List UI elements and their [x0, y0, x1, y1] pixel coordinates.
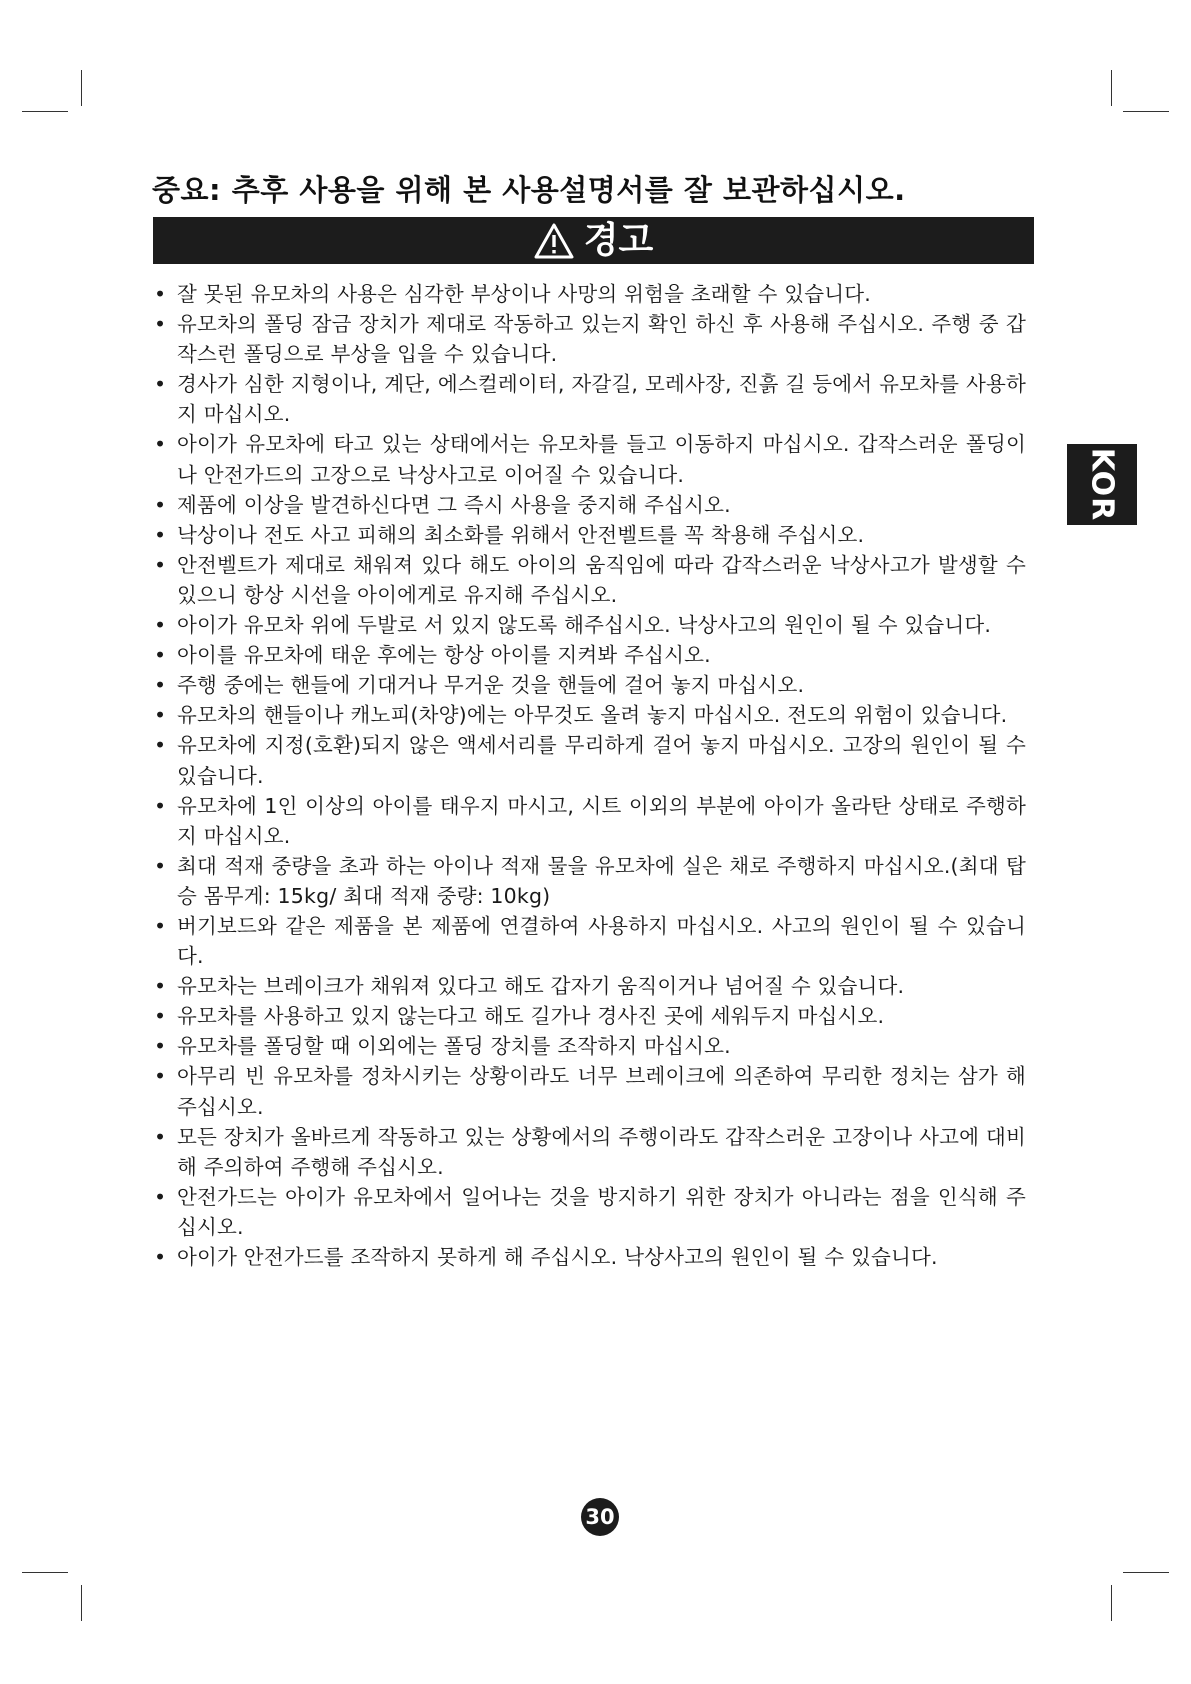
language-tab — [1067, 444, 1137, 525]
crop-mark — [81, 70, 82, 106]
list-item: • 안전벨트가 제대로 채워져 있다 해도 아이의 움직임에 따라 갑작스러운 낙상사고가 발생할 수 있으니 항상 시선을 아이에게로 유지해 주십시오. — [152, 550, 1026, 610]
crop-mark — [1111, 1585, 1112, 1621]
language-tab-label: KOR — [1084, 447, 1120, 522]
crop-mark — [1111, 70, 1112, 106]
warning-banner — [153, 217, 1034, 264]
crop-mark — [81, 1585, 82, 1621]
crop-mark — [1123, 111, 1169, 112]
list-item: • 아이가 유모차에 타고 있는 상태에서는 유모차를 들고 이동하지 마십시오. 갑작스러운 폴딩이나 안전가드의 고장으로 낙상사고로 이어질 수 있습니다. — [152, 429, 1026, 489]
warning-triangle-icon — [534, 223, 574, 259]
list-item: • 잘 못된 유모차의 사용은 심각한 부상이나 사망의 위험을 초래할 수 있습니다. — [152, 279, 1026, 309]
list-item: • 유모차에 1인 이상의 아이를 태우지 마시고, 시트 이외의 부분에 아이가 올라탄 상태로 주행하지 마십시오. — [152, 791, 1026, 851]
list-item: • 버기보드와 같은 제품을 본 제품에 연결하여 사용하지 마십시오. 사고의 원인이 될 수 있습니다. — [152, 911, 1026, 971]
list-item: • 아이가 안전가드를 조작하지 못하게 해 주십시오. 낙상사고의 원인이 될 수 있습니다. — [152, 1242, 1026, 1272]
list-item: • 유모차의 폴딩 잠금 장치가 제대로 작동하고 있는지 확인 하신 후 사용해 주십시오. 주행 중 갑작스런 폴딩으로 부상을 입을 수 있습니다. — [152, 309, 1026, 369]
list-item: • 낙상이나 전도 사고 피해의 최소화를 위해서 안전벨트를 꼭 착용해 주십시오. — [152, 520, 1026, 550]
list-item: • 주행 중에는 핸들에 기대거나 무거운 것을 핸들에 걸어 놓지 마십시오. — [152, 670, 1026, 700]
page-number: 30 — [581, 1498, 619, 1536]
list-item: • 유모차의 핸들이나 캐노피(차양)에는 아무것도 올려 놓지 마십시오. 전도의 위험이 있습니다. — [152, 700, 1026, 730]
list-item: • 제품에 이상을 발견하신다면 그 즉시 사용을 중지해 주십시오. — [152, 490, 1026, 520]
list-item: • 최대 적재 중량을 초과 하는 아이나 적재 물을 유모차에 실은 채로 주행하지 마십시오.(최대 탑승 몸무게: 15kg/ 최대 적재 중량: 10kg) — [152, 851, 1026, 911]
list-item: • 유모차를 폴딩할 때 이외에는 폴딩 장치를 조작하지 마십시오. — [152, 1031, 1026, 1061]
list-item: • 아이를 유모차에 태운 후에는 항상 아이를 지켜봐 주십시오. — [152, 640, 1026, 670]
warning-title: 경고 — [583, 220, 654, 261]
list-item: • 유모차를 사용하고 있지 않는다고 해도 길가나 경사진 곳에 세워두지 마십시오. — [152, 1001, 1026, 1031]
page-heading: 중요: 추후 사용을 위해 본 사용설명서를 잘 보관하십시오. — [152, 173, 906, 207]
warning-list — [152, 279, 1026, 1272]
list-item: • 경사가 심한 지형이나, 계단, 에스컬레이터, 자갈길, 모레사장, 진흙 길 등에서 유모차를 사용하지 마십시오. — [152, 369, 1026, 429]
list-item: • 유모차에 지정(호환)되지 않은 액세서리를 무리하게 걸어 놓지 마십시오. 고장의 원인이 될 수 있습니다. — [152, 730, 1026, 790]
crop-mark — [22, 1572, 68, 1573]
list-item: • 아이가 유모차 위에 두발로 서 있지 않도록 해주십시오. 낙상사고의 원인이 될 수 있습니다. — [152, 610, 1026, 640]
list-item: • 모든 장치가 올바르게 작동하고 있는 상황에서의 주행이라도 갑작스러운 고장이나 사고에 대비해 주의하여 주행해 주십시오. — [152, 1122, 1026, 1182]
crop-mark — [1123, 1572, 1169, 1573]
list-item: • 안전가드는 아이가 유모차에서 일어나는 것을 방지하기 위한 장치가 아니라는 점을 인식해 주십시오. — [152, 1182, 1026, 1242]
list-item: • 유모차는 브레이크가 채워져 있다고 해도 갑자기 움직이거나 넘어질 수 있습니다. — [152, 971, 1026, 1001]
list-item: • 아무리 빈 유모차를 정차시키는 상황이라도 너무 브레이크에 의존하여 무리한 정치는 삼가 해 주십시오. — [152, 1061, 1026, 1121]
crop-mark — [22, 111, 68, 112]
